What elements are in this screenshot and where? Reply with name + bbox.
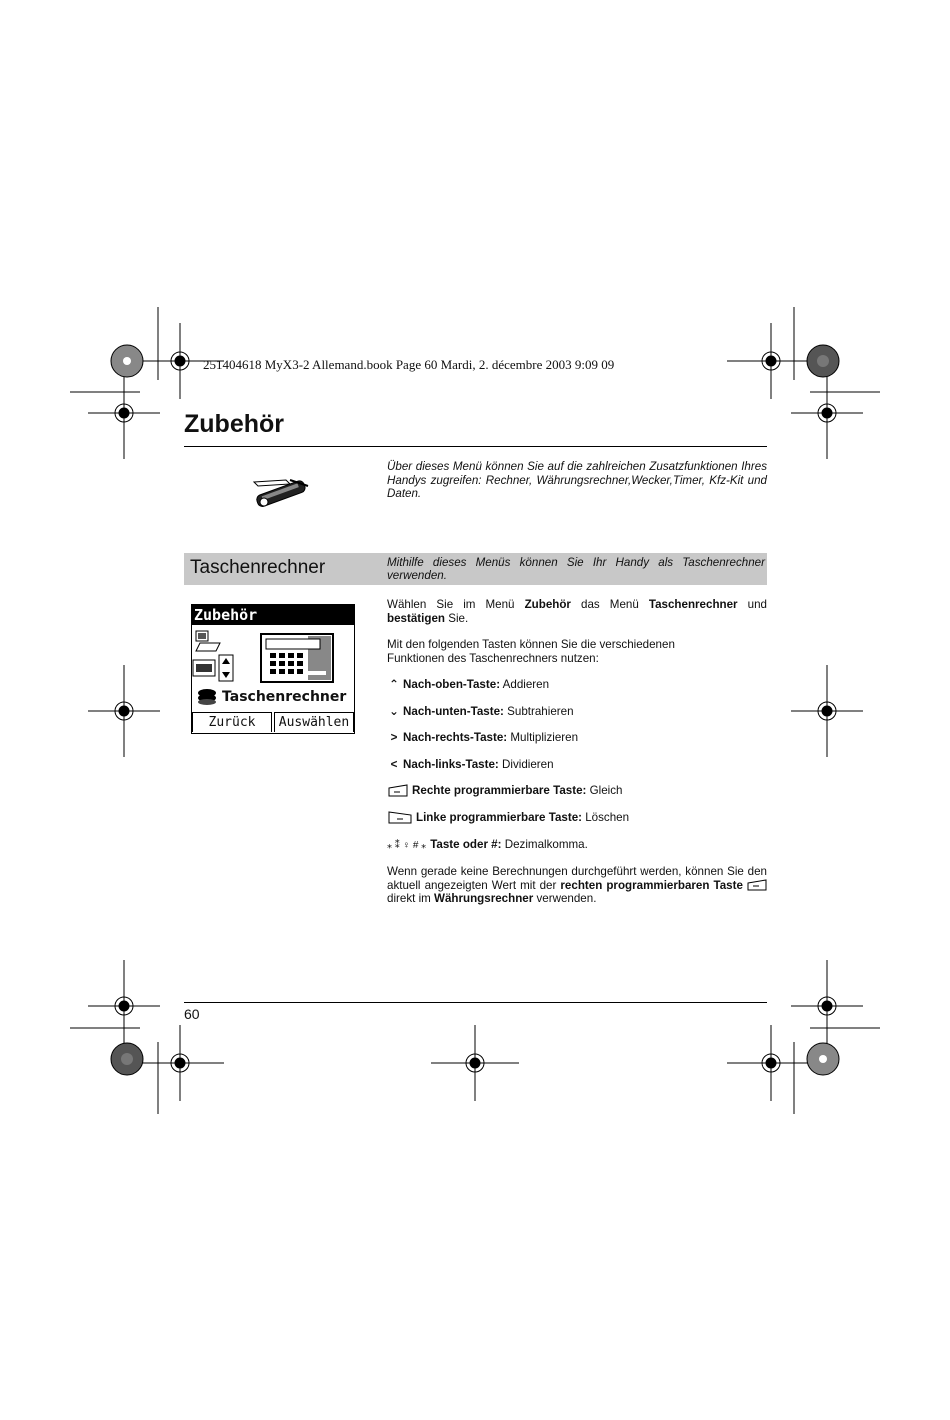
- text-run: direkt im: [387, 892, 435, 905]
- phone-back-softkey: Zurück: [192, 712, 272, 732]
- text-line: Funktionen des Taschenrechners nutzen:: [387, 651, 599, 665]
- up-arrow-icon: ⌃: [389, 678, 399, 691]
- right-softkey-icon: [387, 784, 409, 798]
- text-run: Wählen Sie im Menü: [387, 598, 525, 611]
- intro-text: Über dieses Menü können Sie auf die zahlreichen Zusatzfunktionen Ihres Handys zugreifen: Rechner, Währungsrechner,Wecker,Timer, Kfz-Kit und Daten.: [387, 460, 767, 500]
- text-run: verwenden.: [533, 892, 597, 905]
- key-description: Dezimalkomma.: [501, 838, 588, 851]
- key-description: Gleich: [586, 784, 623, 798]
- key-row-star-hash: [387, 838, 588, 853]
- bold-run: Zubehör: [524, 598, 571, 611]
- key-description: Addieren: [500, 678, 550, 691]
- key-description: Dividieren: [498, 758, 554, 771]
- right-softkey-icon: [747, 879, 767, 891]
- star-hash-icon: ⁎ ⁑ ♀ # ⁎: [387, 840, 427, 851]
- key-label: Nach-oben-Taste:: [403, 678, 501, 691]
- key-description: Subtrahieren: [503, 705, 574, 718]
- section-description: Mithilfe dieses Menüs können Sie Ihr Handy als Taschenrechner verwenden.: [387, 556, 765, 582]
- key-label: Taste oder #:: [430, 838, 502, 851]
- title-rule: [184, 446, 767, 447]
- bold-run: rechten programmierbaren Taste: [560, 878, 743, 892]
- key-description: Multiplizieren: [507, 731, 579, 744]
- scroll-arrows-icon: [192, 654, 234, 682]
- key-label: Linke programmierbare Taste:: [416, 811, 583, 825]
- key-label: Nach-unten-Taste:: [403, 705, 504, 718]
- phone-screen: [191, 604, 355, 734]
- key-label: Nach-links-Taste:: [403, 758, 499, 771]
- computer-icon: [194, 629, 224, 653]
- key-description: Löschen: [582, 811, 630, 825]
- page-number: 60: [184, 1006, 200, 1022]
- phone-screen-item-label: Taschenrechner: [222, 689, 347, 705]
- calculator-icon: [260, 633, 334, 683]
- key-row-up: [387, 678, 549, 692]
- bold-run: bestätigen: [387, 611, 445, 625]
- text-line: Mit den folgenden Tasten können Sie die verschiedenen: [387, 638, 675, 651]
- text-run: und: [737, 598, 767, 611]
- instruction-paragraph-2: [387, 638, 767, 665]
- key-label: Rechte programmierbare Taste:: [412, 784, 587, 798]
- stack-icon: [196, 688, 218, 706]
- page-title: Zubehör: [184, 410, 284, 438]
- bold-run: Taschenrechner: [648, 598, 738, 611]
- key-label: Nach-rechts-Taste:: [403, 731, 508, 744]
- left-softkey-icon: [387, 811, 413, 825]
- phone-screen-header: Zubehör: [192, 605, 354, 625]
- key-row-right: [387, 731, 578, 745]
- phone-select-softkey: Auswählen: [274, 712, 354, 732]
- section-title: Taschenrechner: [190, 557, 326, 578]
- instruction-paragraph-1: [387, 598, 767, 625]
- footer-rule: [184, 1002, 767, 1003]
- final-paragraph: [387, 865, 767, 906]
- key-row-down: [387, 705, 574, 719]
- down-arrow-icon: ⌄: [389, 705, 399, 718]
- key-row-left: [387, 758, 554, 772]
- left-arrow-icon: <: [390, 758, 398, 771]
- text-run: Sie.: [444, 611, 469, 625]
- right-arrow-icon: >: [390, 731, 398, 744]
- key-row-right-softkey: [387, 784, 623, 798]
- text-run: Wenn gerade keine Berechnungen durchgeführt werden, können Sie den aktuell angezeigten Wert mit der: [387, 865, 767, 892]
- bold-run: Währungsrechner: [434, 892, 534, 905]
- swiss-knife-icon: [250, 474, 312, 512]
- book-header-line: 251404618 MyX3-2 Allemand.book Page 60 Mardi, 2. décembre 2003 9:09 09: [203, 357, 615, 372]
- key-row-left-softkey: [387, 811, 629, 825]
- text-run: das Menü: [570, 598, 649, 611]
